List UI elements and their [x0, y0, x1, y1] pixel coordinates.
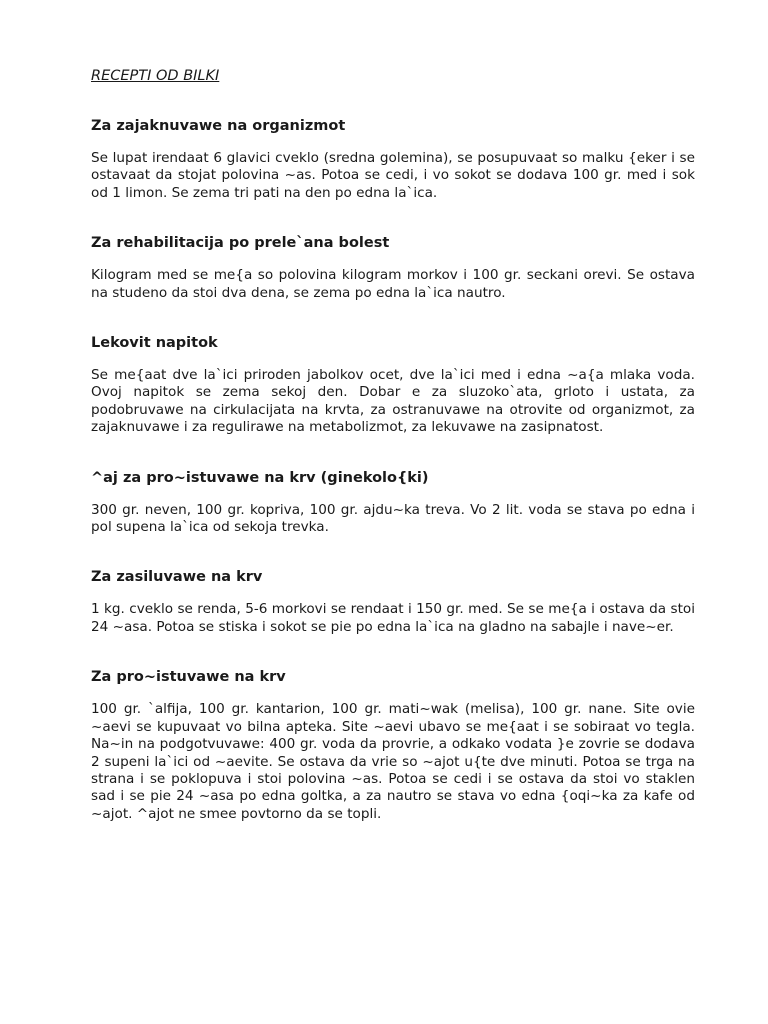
recipe-title: Za zajaknuvawe na organizmot [91, 118, 346, 134]
document-title: RECEPTI OD BILKI [91, 68, 220, 84]
recipe-body: 100 gr. `alfija, 100 gr. kantarion, 100 gr. mati~wak (melisa), 100 gr. nane. Site ovie ~aevi se kupuvaat vo bilna apteka. Site ~aevi ubavo se me{aat i se sobiraat vo tegla. Na~in na podgotvuvawe: 400 gr. voda da provrie, a odkako vodata }e zovrie se dodava 2 supeni la`ici od ~aevite. Se ostava da vrie so ~ajot u{te dve minuti. Potoa se trga na strana i se poklopuva i stoi polovina ~as. Potoa se cedi i se ostava da stoi vo staklen sad i se pie 24 ~asa po edna goltka, a za nautro se stava vo edna {oqi~ka za kafe od ~ajot. ^ajot ne smee povtorno da se topli. [91, 701, 695, 822]
recipe-body: Se me{aat dve la`ici priroden jabolkov ocet, dve la`ici med i edna ~a{a mlaka voda. Ovoj napitok se zema sekoj den. Dobar e za sluzoko`ata, grloto i ustata, za podobruvawe na cirkulacijata na krvta, za ostranuvawe na otrovite od organizmot, za zajaknuvawe i za regulirawe na metabolizmot, za lekuvawe na zasipnatost. [91, 367, 695, 436]
recipe-title: Za zasiluvawe na krv [91, 569, 263, 586]
recipe-body: Kilogram med se me{a so polovina kilogram morkov i 100 gr. seckani orevi. Se ostava na studeno da stoi dva dena, se zema po edna la`ica nautro. [91, 267, 695, 301]
recipe-section [91, 567, 695, 636]
recipe-body: 300 gr. neven, 100 gr. kopriva, 100 gr. ajdu~ka treva. Vo 2 lit. voda se stava po edna i pol supena la`ica od sekoja trevka. [91, 501, 695, 536]
recipe-body: Se lupat irendaat 6 glavici cveklo (sredna golemina), se posupuvaat so malku {eker i se ostavaat da stojat polovina ~as. Potoa se cedi, i vo sokot se dodava 100 gr. med i sok od 1 limon. Se zema tri pati na den po edna la`ica. [91, 150, 695, 201]
recipe-section [91, 116, 695, 202]
recipe-body: 1 kg. cveklo se renda, 5-6 morkovi se rendaat i 150 gr. med. Se se me{a i ostava da stoi 24 ~asa. Potoa se stiska i sokot se pie po edna la`ica na gladno na sabajle i nave~er. [91, 601, 695, 635]
recipe-title: ^aj za pro~istuvawe na krv (ginekolo{ki) [91, 469, 429, 486]
recipe-title: Lekovit napitok [91, 335, 218, 352]
recipe-section [91, 233, 695, 302]
recipe-title: Za pro~istuvawe na krv [91, 669, 286, 686]
recipe-section [91, 468, 695, 537]
recipe-title: Za rehabilitacija po prele`ana bolest [91, 235, 390, 252]
recipe-section [91, 333, 695, 437]
recipe-section [91, 667, 695, 823]
document-page [91, 66, 695, 854]
